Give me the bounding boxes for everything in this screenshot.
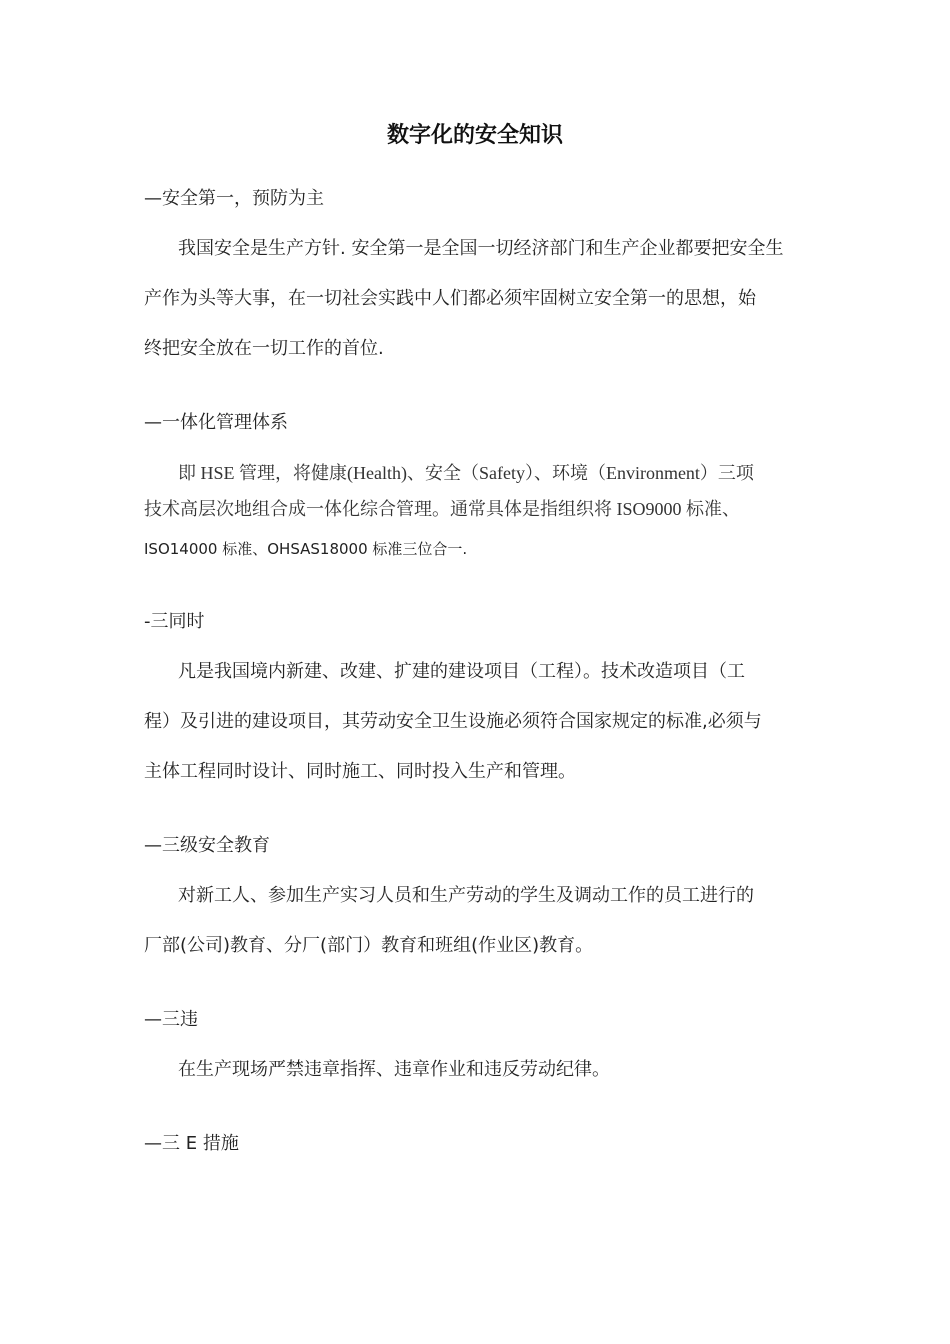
paragraph-line: 产作为头等大事，在一切社会实践中人们都必须牢固树立安全第一的思想，始 <box>144 288 756 309</box>
section-heading-safety-first: —安全第一，预防为主 <box>144 188 324 209</box>
document-title: 数字化的安全知识 <box>386 123 563 148</box>
section-heading-three-level-education: —三级安全教育 <box>144 835 270 856</box>
paragraph-line: 在生产现场严禁违章指挥、违章作业和违反劳动纪律。 <box>178 1059 610 1080</box>
paragraph-line: 技术高层次地组合成一体化综合管理。通常具体是指组织将 ISO9000 标准、 <box>144 499 741 519</box>
paragraph-line: 对新工人、参加生产实习人员和生产劳动的学生及调动工作的员工进行的 <box>178 885 754 906</box>
paragraph-line: 即 HSE 管理，将健康(Health)、安全（Safety）、环境（Environment）三项 <box>178 463 754 483</box>
paragraph-line: 凡是我国境内新建、改建、扩建的建设项目（工程）。技术改造项目（工 <box>178 661 745 682</box>
section-heading-three-simultaneous: -三同时 <box>144 611 205 632</box>
section-heading-three-violations: —三违 <box>144 1009 198 1030</box>
paragraph-line: 程）及引进的建设项目，其劳动安全卫生设施必须符合国家规定的标准,必须与 <box>144 711 762 732</box>
paragraph-line: 主体工程同时设计、同时施工、同时投入生产和管理。 <box>144 761 576 782</box>
section-heading-three-e-measures: —三 E 措施 <box>144 1133 239 1154</box>
paragraph-line: ISO14000 标准、OHSAS18000 标准三位合一. <box>144 540 468 558</box>
paragraph-line: 我国安全是生产方针. 安全第一是全国一切经济部门和生产企业都要把安全生 <box>178 238 784 259</box>
section-heading-integrated-management: —一体化管理体系 <box>144 412 288 433</box>
paragraph-line: 厂部(公司)教育、分厂(部门）教育和班组(作业区)教育。 <box>144 935 594 956</box>
paragraph-line: 终把安全放在一切工作的首位. <box>144 338 384 359</box>
